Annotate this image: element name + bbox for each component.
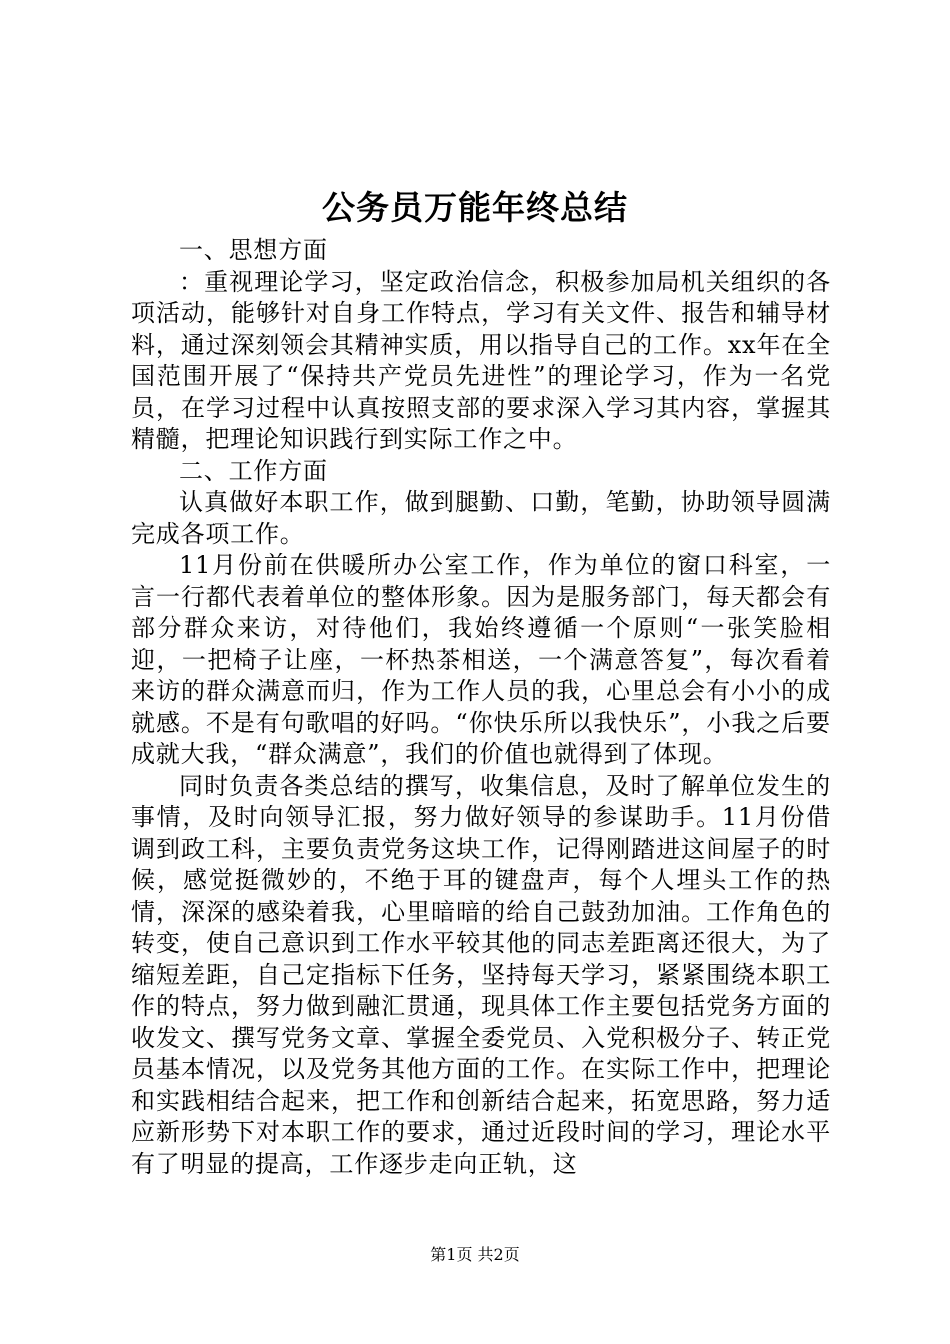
paragraph-thought: ：重视理论学习，坚定政治信念，积极参加局机关组织的各项活动，能够针对自身工作特点，学习有关文件、报告和辅导材料，通过深刻领会其精神实质，用以指导自己的工作。xx年在全国范围开展了“保持共产党员先进性”的理论学习，作为一名党员，在学习过程中认真按照支部的要求深入学习其内容，掌握其精髓，把理论知识践行到实际工作之中。 [131, 267, 831, 453]
section-heading-work: 二、工作方面 [179, 456, 328, 485]
document-title: 公务员万能年终总结 [322, 188, 628, 227]
paragraph-political-work: 同时负责各类总结的撰写，收集信息，及时了解单位发生的事情，及时向领导汇报，努力做好领导的参谋助手。11月份借调到政工科，主要负责党务这块工作，记得刚踏进这间屋子的时候，感觉挺微妙的，不绝于耳的键盘声，每个人埋头工作的热情，深深的感染着我，心里暗暗的给自己鼓劲加油。工作角色的转变，使自己意识到工作水平较其他的同志差距离还很大，为了缩短差距，自己定指标下任务，坚持每天学习，紧紧围绕本职工作的特点，努力做到融汇贯通，现具体工作主要包括党务方面的收发文、撰写党务文章、掌握全委党员、入党积极分子、转正党员基本情况，以及党务其他方面的工作。在实际工作中，把理论和实践相结合起来，把工作和创新结合起来，拓宽思路，努力适应新形势下对本职工作的要求，通过近段时间的学习，理论水平有了明显的提高，工作逐步走向正轨，这 [131, 771, 831, 1178]
page-footer: 第1页 共2页 [430, 1245, 520, 1264]
paragraph-office-work: 11月份前在供暖所办公室工作，作为单位的窗口科室，一言一行都代表着单位的整体形象。因为是服务部门，每天都会有部分群众来访，对待他们，我始终遵循一个原则“一张笑脸相迎，一把椅子让座，一杯热茶相送，一个满意答复”，每次看着来访的群众满意而归，作为工作人员的我，心里总会有小小的成就感。不是有句歌唱的好吗。“你快乐所以我快乐”，小我之后要成就大我，“群众满意”，我们的价值也就得到了体现。 [131, 551, 831, 768]
document-body [131, 235, 831, 1180]
paragraph-work-intro: 认真做好本职工作，做到腿勤、口勤，笔勤，协助领导圆满完成各项工作。 [131, 488, 831, 548]
section-heading-thought: 一、思想方面 [179, 236, 328, 264]
